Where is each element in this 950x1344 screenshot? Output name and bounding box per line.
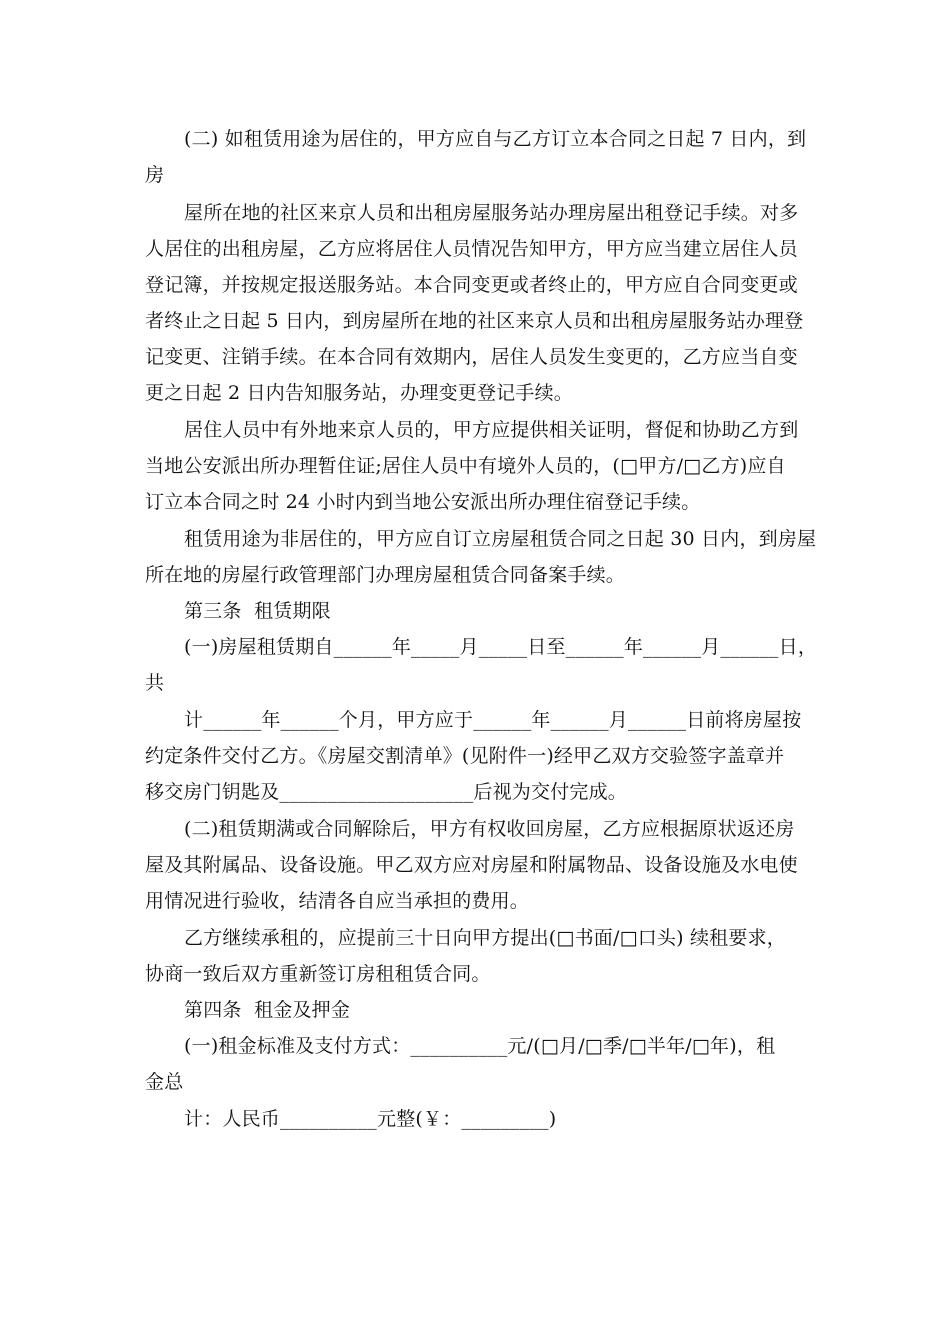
text-line: 计：人民币__________元整(￥：_________) [184,1108,557,1130]
text-line: 金总 [145,1071,184,1093]
text-line: 者终止之日起 5 日内，到房屋所在地的社区来京人员和出租房屋服务站办理登 [145,310,804,332]
text-line: 登记簿，并按规定报送服务站。本合同变更或者终止的，甲方应自合同变更或 [145,274,798,296]
section-heading: 第三条 租赁期限 [184,600,331,622]
text-line: 约定条件交付乙方。《房屋交割清单》(见附件一)经甲乙双方交验签字盖章并 [145,745,785,767]
text-line: (二) 如租赁用途为居住的，甲方应自与乙方订立本合同之日起 7 日内，到 [184,128,807,150]
text-line: (一)租金标准及支付方式：__________元/(□月/□季/□半年/□年)，租 [184,1035,776,1057]
text-line: 居住人员中有外地来京人员的，甲方应提供相关证明，督促和协助乙方到 [184,419,799,441]
text-line: 租赁用途为非居住的，甲方应自订立房屋租赁合同之日起 30 日内，到房屋 [184,528,817,550]
text-line: 所在地的房屋行政管理部门办理房屋租赁合同备案手续。 [145,564,626,586]
text-line: 记变更、注销手续。在本合同有效期内，居住人员发生变更的，乙方应当自变 [145,346,798,368]
text-line: 计______年______个月，甲方应于______年______月______日前将房屋按 [184,709,802,731]
text-line: 更之日起 2 日内告知服务站，办理变更登记手续。 [145,382,573,404]
text-line: 共 [145,672,165,694]
text-line: 乙方继续承租的，应提前三十日向甲方提出(□书面/□口头) 续租要求， [184,927,786,949]
text-line: 移交房门钥匙及____________________后视为交付完成。 [145,781,628,803]
text-line: 用情况进行验收，结清各自应当承担的费用。 [145,890,530,912]
text-line: 人居住的出租房屋，乙方应将居住人员情况告知甲方，甲方应当建立居住人员 [145,238,798,260]
text-line: 屋及其附属品、设备设施。甲乙双方应对房屋和附属物品、设备设施及水电使 [145,854,798,876]
text-line: 协商一致后双方重新签订房租租赁合同。 [145,963,491,985]
text-line: 房 [145,164,165,186]
text-line: (一)房屋租赁期自______年_____月_____日至______年______月______日， [184,636,818,658]
section-heading: 第四条 租金及押金 [184,999,351,1021]
text-line: 屋所在地的社区来京人员和出租房屋服务站办理房屋出租登记手续。对多 [184,202,799,224]
text-line: 当地公安派出所办理暂住证;居住人员中有境外人员的，(□甲方/□乙方)应自 [145,455,786,477]
text-line: 订立本合同之时 24 小时内到当地公安派出所办理住宿登记手续。 [145,491,701,513]
text-line: (二)租赁期满或合同解除后，甲方有权收回房屋，乙方应根据原状返还房 [184,818,795,840]
